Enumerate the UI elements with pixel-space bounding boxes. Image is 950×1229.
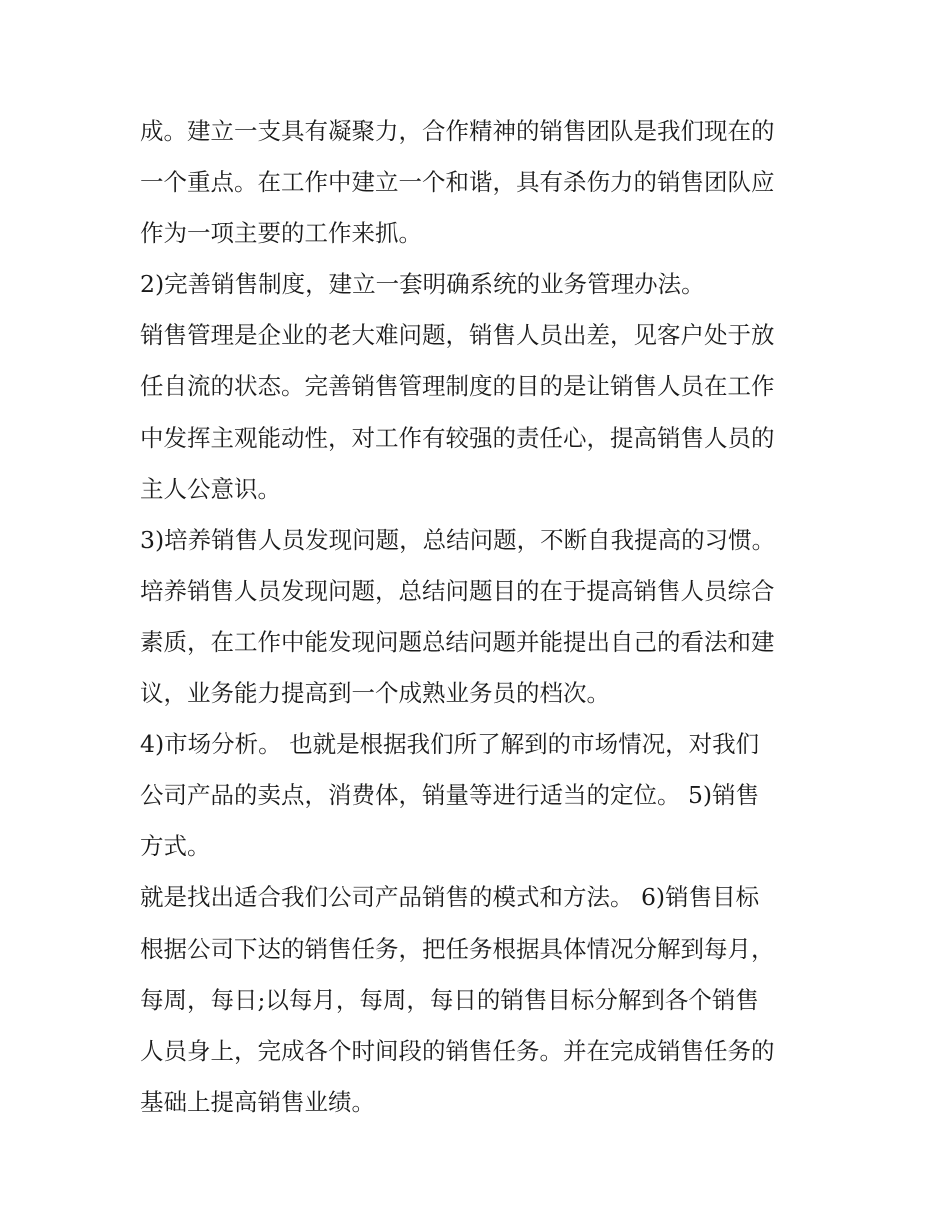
text-line: 素质，在工作中能发现问题总结问题并能提出自己的看法和建 [140, 627, 775, 656]
text-line: 中发挥主观能动性，对工作有较强的责任心，提高销售人员的 [140, 423, 775, 452]
text-line: 议，业务能力提高到一个成熟业务员的档次。 [140, 679, 610, 708]
text-line: 销售管理是企业的老大难问题，销售人员出差，见客户处于放 [140, 321, 775, 350]
text-line: 方式。 [140, 832, 211, 861]
body-text [140, 106, 820, 1128]
section-heading: 4)市场分析。 也就是根据我们所了解到的市场情况，对我们 [140, 730, 760, 759]
text-line: 成。建立一支具有凝聚力，合作精神的销售团队是我们现在的 [140, 117, 775, 145]
section-heading: 3)培养销售人员发现问题，总结问题，不断自我提高的习惯。 [140, 525, 776, 554]
text-line: 培养销售人员发现问题，总结问题目的在于提高销售人员综合 [140, 576, 775, 605]
text-line: 主人公意识。 [140, 474, 281, 503]
section-heading: 2)完善销售制度，建立一套明确系统的业务管理办法。 [140, 270, 705, 299]
text-line: 作为一项主要的工作来抓。 [140, 219, 422, 248]
text-line: 一个重点。在工作中建立一个和谐，具有杀伤力的销售团队应 [140, 168, 775, 197]
text-line: 就是找出适合我们公司产品销售的模式和方法。 6)销售目标 [140, 883, 760, 912]
text-line: 基础上提高销售业绩。 [140, 1087, 375, 1116]
text-line: 每周，每日;以每月，每周，每日的销售目标分解到各个销售 [140, 985, 759, 1014]
text-line: 人员身上，完成各个时间段的销售任务。并在完成销售任务的 [140, 1036, 775, 1065]
text-line: 公司产品的卖点，消费体，销量等进行适当的定位。 5)销售 [140, 781, 760, 810]
text-line: 根据公司下达的销售任务，把任务根据具体情况分解到每月， [140, 934, 775, 963]
text-line: 任自流的状态。完善销售管理制度的目的是让销售人员在工作 [140, 372, 775, 401]
